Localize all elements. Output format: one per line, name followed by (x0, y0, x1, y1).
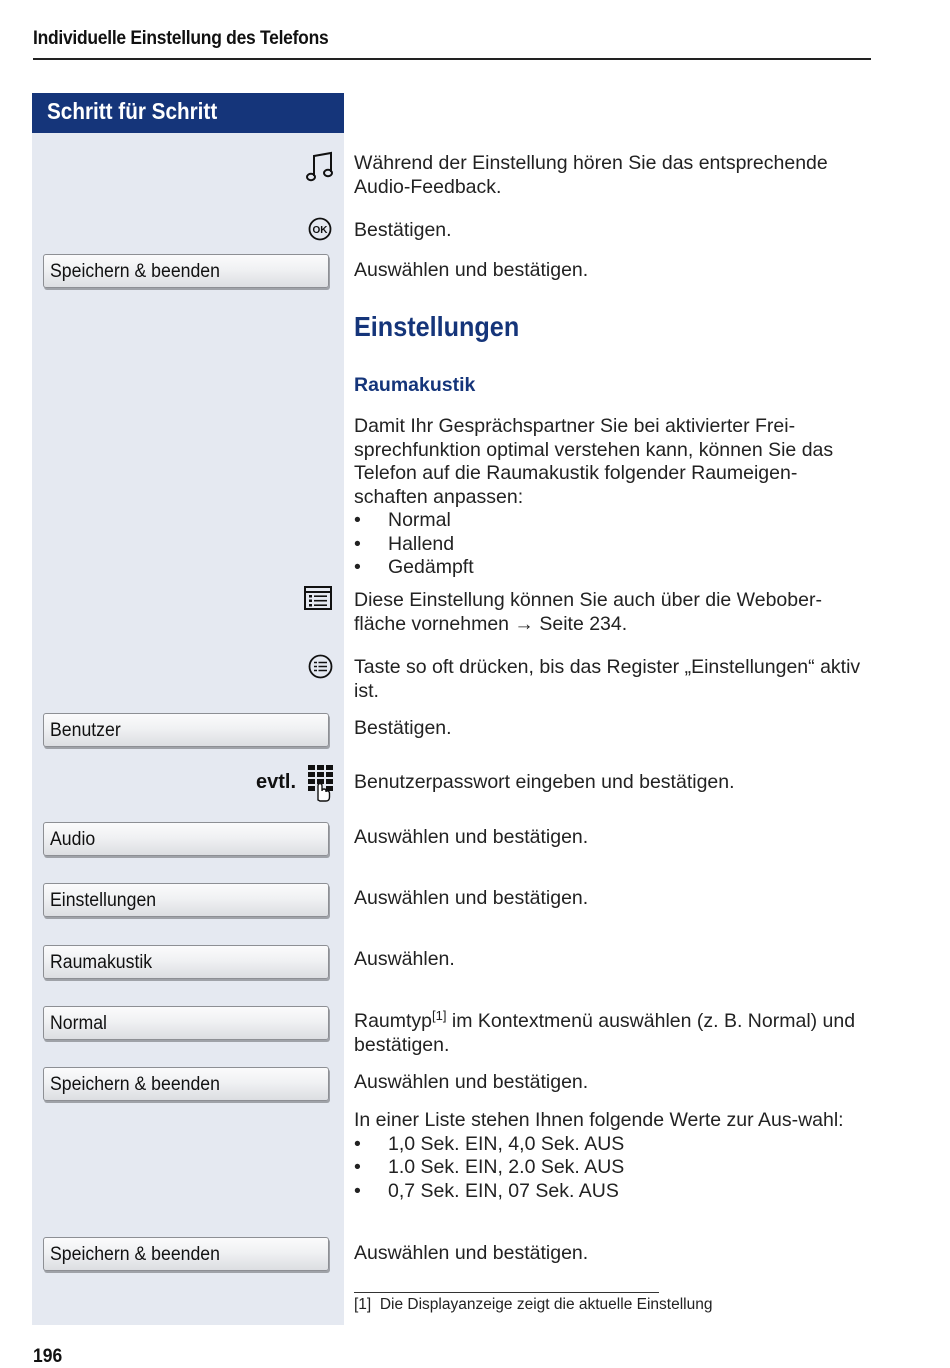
menu-key-icon (308, 654, 333, 679)
einstellungen-label: Einstellungen (50, 890, 157, 911)
footnote-marker: [1] (354, 1296, 372, 1313)
list-item: • Gedämpft (354, 556, 474, 578)
audio-button[interactable] (43, 822, 329, 856)
footnote-ref: [1] (432, 1008, 447, 1023)
normal-label: Normal (50, 1013, 107, 1034)
einstellungen-button[interactable] (43, 883, 329, 917)
evtl-label: evtl. (256, 771, 297, 793)
password-text: Benutzerpasswort eingeben und bestätigen. (354, 771, 735, 793)
select-raumakustik-text: Auswählen. (354, 948, 455, 970)
ok-key-icon (308, 217, 332, 241)
save-and-exit-label-3: Speichern & beenden (50, 1244, 220, 1265)
value-list (354, 1109, 874, 1203)
list-intro-text: In einer Liste stehen Ihnen folgende Werte zur Aus-wahl: (354, 1109, 844, 1131)
music-note-icon (306, 151, 334, 183)
save-and-exit-button-3[interactable] (43, 1237, 329, 1271)
list-item: • 0,7 Sek. EIN, 07 Sek. AUS (354, 1179, 619, 1202)
normal-button[interactable] (43, 1006, 329, 1040)
confirm-benutzer-text: Bestätigen. (354, 717, 452, 739)
benutzer-label: Benutzer (50, 720, 121, 741)
select-einstellungen-text: Auswählen und bestätigen. (354, 887, 589, 909)
register-hint-text: Taste so oft drücken, bis das Register „Einstellungen“ aktiv ist. (354, 656, 861, 702)
footnote (354, 1296, 712, 1314)
footnote-text: Die Displayanzeige zeigt die aktuelle Einstellung (379, 1296, 713, 1313)
audio-label: Audio (50, 829, 96, 850)
page-number: 196 (33, 1346, 63, 1367)
section-heading: Einstellungen (354, 311, 520, 342)
select-save-text: Auswählen und bestätigen. (354, 1071, 589, 1093)
select-save-final-text: Auswählen und bestätigen. (354, 1242, 589, 1264)
save-and-exit-button-2[interactable] (43, 1067, 329, 1101)
footnote-divider (354, 1292, 659, 1293)
select-confirm-text: Auswählen und bestätigen. (354, 259, 589, 281)
sidebar-heading (32, 93, 344, 133)
list-item: • Normal (354, 509, 451, 531)
web-interface-icon (304, 586, 332, 610)
save-and-exit-label: Speichern & beenden (50, 261, 220, 282)
list-item: • 1,0 Sek. EIN, 4,0 Sek. AUS (354, 1132, 625, 1155)
select-audio-text: Auswählen und bestätigen. (354, 826, 589, 848)
raumakustik-button[interactable] (43, 945, 329, 979)
audio-feedback-text: Während der Einstellung hören Sie das entsprechende Audio-Feedback. (354, 152, 828, 198)
confirm-text: Bestätigen. (354, 219, 452, 241)
intro-text: Damit Ihr Gesprächspartner Sie bei aktivierter Frei-sprechfunktion optimal verstehen kann, können Sie das Telefon auf die Raumakustik folgender Raumeigen-schaften anpassen: (354, 415, 834, 508)
list-item: • Hallend (354, 532, 455, 555)
subsection-heading: Raumakustik (354, 374, 476, 396)
save-and-exit-label-2: Speichern & beenden (50, 1074, 220, 1095)
intro-paragraph (354, 415, 874, 580)
keypad-input-icon (307, 764, 334, 802)
sidebar-heading-label: Schritt für Schritt (47, 98, 218, 124)
web-hint-text: Diese Einstellung können Sie auch über die Webober-fläche vornehmen → Seite 234. (354, 589, 822, 635)
header-divider (33, 58, 871, 60)
page-header-title: Individuelle Einstellung des Telefons (33, 28, 329, 49)
raumtyp-text: Raumtyp[1] im Kontextmenü auswählen (z. B. Normal) und bestätigen. (354, 1008, 856, 1056)
save-and-exit-button[interactable] (43, 254, 329, 288)
svg-text:OK: OK (312, 225, 328, 236)
raumakustik-label: Raumakustik (50, 952, 153, 973)
benutzer-button[interactable] (43, 713, 329, 747)
list-item: • 1.0 Sek. EIN, 2.0 Sek. AUS (354, 1156, 625, 1178)
